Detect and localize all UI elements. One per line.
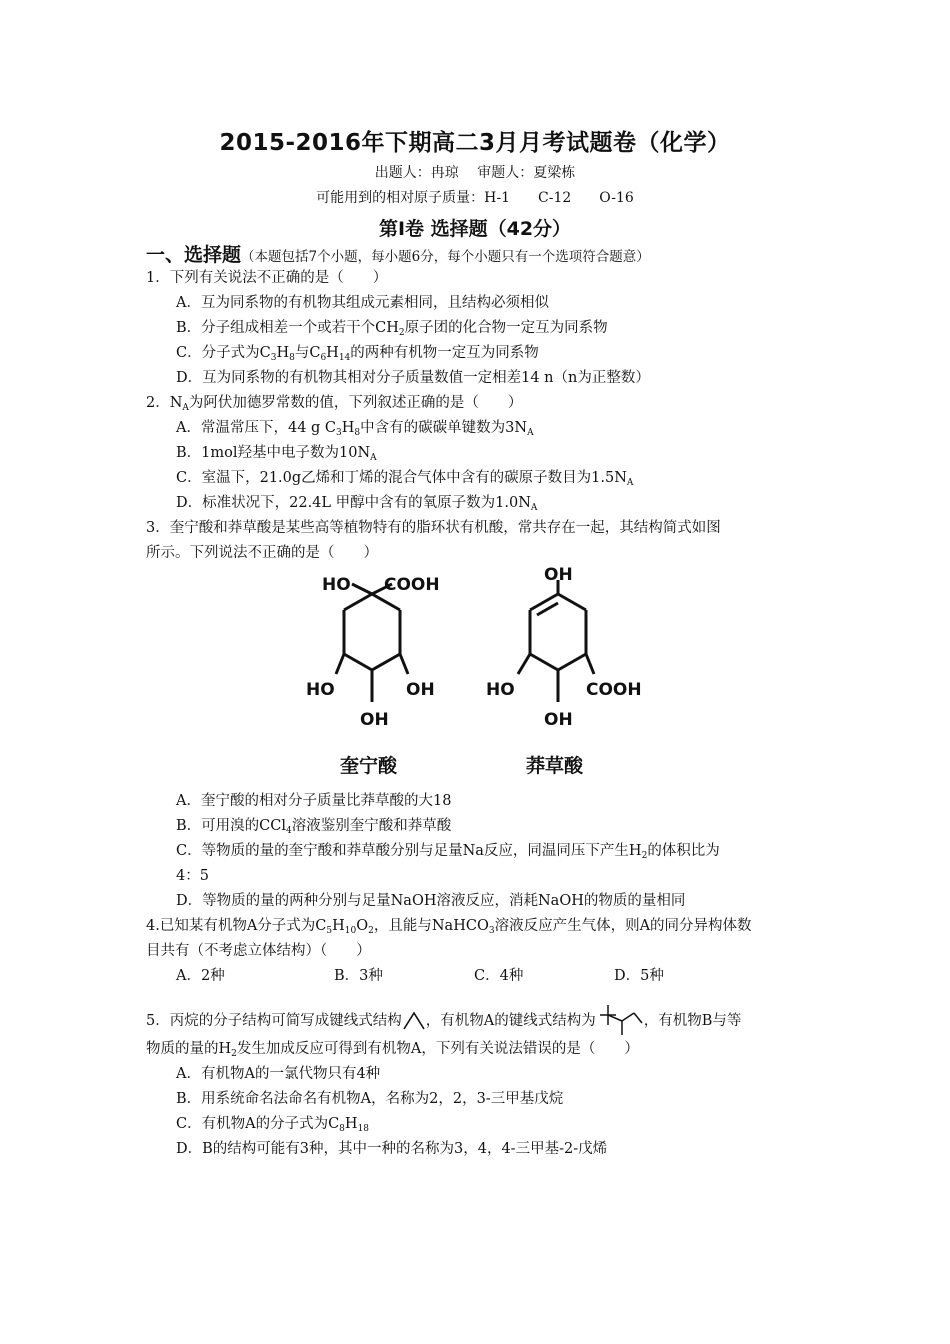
q2-option-a: A．常温常压下，44 g $C_3H_8$中含有的碳碳单键数为$3N_A$ <box>176 420 534 438</box>
q4-option-a: A．2种 <box>176 968 225 984</box>
q3-stem-line2: 所示。下列说法不正确的是（ ） <box>146 545 378 561</box>
q2-option-b: B．1mol羟基中电子数为$10N_A$ <box>176 445 377 463</box>
q2-stem: 2．$N_A$为阿伏加德罗常数的值，下列叙述正确的是（ ） <box>146 395 523 413</box>
quinic-label-oh-right: OH <box>406 680 435 700</box>
shikimic-caption: 莽草酸 <box>526 755 584 777</box>
q1-option-a: A．互为同系物的有机物其组成元素相同，且结构必须相似 <box>176 295 549 311</box>
q5-stem-line1: 5．丙烷的分子结构可简写成键线式结构 ，有机物A的键线式结构为 ，有机物B与等 <box>146 1003 741 1039</box>
q3-option-c-cont: 4：5 <box>176 868 209 884</box>
q4-option-b: B．3种 <box>334 968 383 984</box>
atomic-masses: 可能用到的相对原子质量：H-1 C-12 O-16 <box>316 190 634 206</box>
q5-option-d: D．B的结构可能有3种，其中一种的名称为3，4，4-三甲基-2-戊烯 <box>176 1141 608 1157</box>
q3-option-c: C．等物质的量的奎宁酸和莽草酸分别与足量Na反应，同温同压下产生$H_2$的体积比为 <box>176 843 720 861</box>
q4-stem-line2: 目共有（不考虑立体结构）（ ） <box>146 943 371 959</box>
section-title: 第Ⅰ卷 选择题（42分） <box>378 218 572 240</box>
quinic-label-oh-bottom: OH <box>360 710 389 730</box>
shikimic-label-cooh: COOH <box>586 680 642 700</box>
exam-title: 2015-2016年下期高二3月月考试题卷（化学） <box>219 130 731 156</box>
section-heading-label: 一、选择题 <box>146 244 242 266</box>
q1-stem: 1．下列有关说法不正确的是（ ） <box>146 270 388 286</box>
q5-stem-line2: 物质的量的$H_2$发生加成反应可得到有机物A，下列有关说法错误的是（ ） <box>146 1041 639 1059</box>
q3-option-b: B．可用溴的CCl$_4$溶液鉴别奎宁酸和莽草酸 <box>176 818 452 836</box>
q4-option-d: D．5种 <box>614 968 664 984</box>
quinic-label-cooh: COOH <box>384 575 440 595</box>
q4-stem-line1: 4.已知某有机物A分子式为$C_5H_{10}O_2$，且能与NaHCO$_3$溶液反应产生气体，则A的同分异构体数 <box>146 918 752 936</box>
q3-option-d: D．等物质的量的两种分别与足量NaOH溶液反应，消耗NaOH的物质的量相同 <box>176 893 686 909</box>
q4-option-c: C．4种 <box>474 968 524 984</box>
q5-option-c: C．有机物A的分子式为$C_8H_{18}$ <box>176 1116 370 1134</box>
shikimic-acid-structure <box>482 562 652 787</box>
q3-stem-line1: 3．奎宁酸和莽草酸是某些高等植物特有的脂环状有机酸，常共存在一起，其结构简式如图 <box>146 520 721 536</box>
section-heading <box>146 240 650 267</box>
quinic-label-ho-top: HO <box>322 575 351 595</box>
quinic-label-ho-left: HO <box>306 680 335 700</box>
shikimic-label-oh-bottom: OH <box>544 710 573 730</box>
quinic-caption: 奎宁酸 <box>340 755 398 777</box>
q3-option-a: A．奎宁酸的相对分子质量比莽草酸的大18 <box>176 793 452 809</box>
quinic-acid-structure <box>300 562 460 787</box>
section-note: （本题包括7个小题，每小题6分，每个小题只有一个选项符合题意） <box>241 249 650 265</box>
q1-option-b: B．分子组成相差一个或若干个$CH_2$原子团的化合物一定互为同系物 <box>176 320 608 338</box>
shikimic-label-ho-left: HO <box>486 680 515 700</box>
compound-a-skeletal-icon <box>596 1003 644 1039</box>
exam-authors: 出题人：冉琼 审题人：夏梁栋 <box>374 165 576 181</box>
propane-skeletal-icon <box>402 1010 426 1032</box>
q5-option-a: A．有机物A的一氯代物只有4种 <box>176 1066 381 1082</box>
shikimic-label-oh-top: OH <box>544 565 573 585</box>
q5-option-b: B．用系统命名法命名有机物A，名称为2，2，3-三甲基戊烷 <box>176 1091 564 1107</box>
q1-option-c: C．分子式为$C_3H_8$与$C_6H_{14}$的两种有机物一定互为同系物 <box>176 345 539 363</box>
q2-option-d: D．标准状况下，22.4L 甲醇中含有的氧原子数为$1.0N_A$ <box>176 495 538 513</box>
q2-option-c: C．室温下，21.0g乙烯和丁烯的混合气体中含有的碳原子数目为$1.5N_A$ <box>176 470 634 488</box>
q1-option-d: D．互为同系物的有机物其相对分子质量数值一定相差14 n（n为正整数） <box>176 370 650 386</box>
